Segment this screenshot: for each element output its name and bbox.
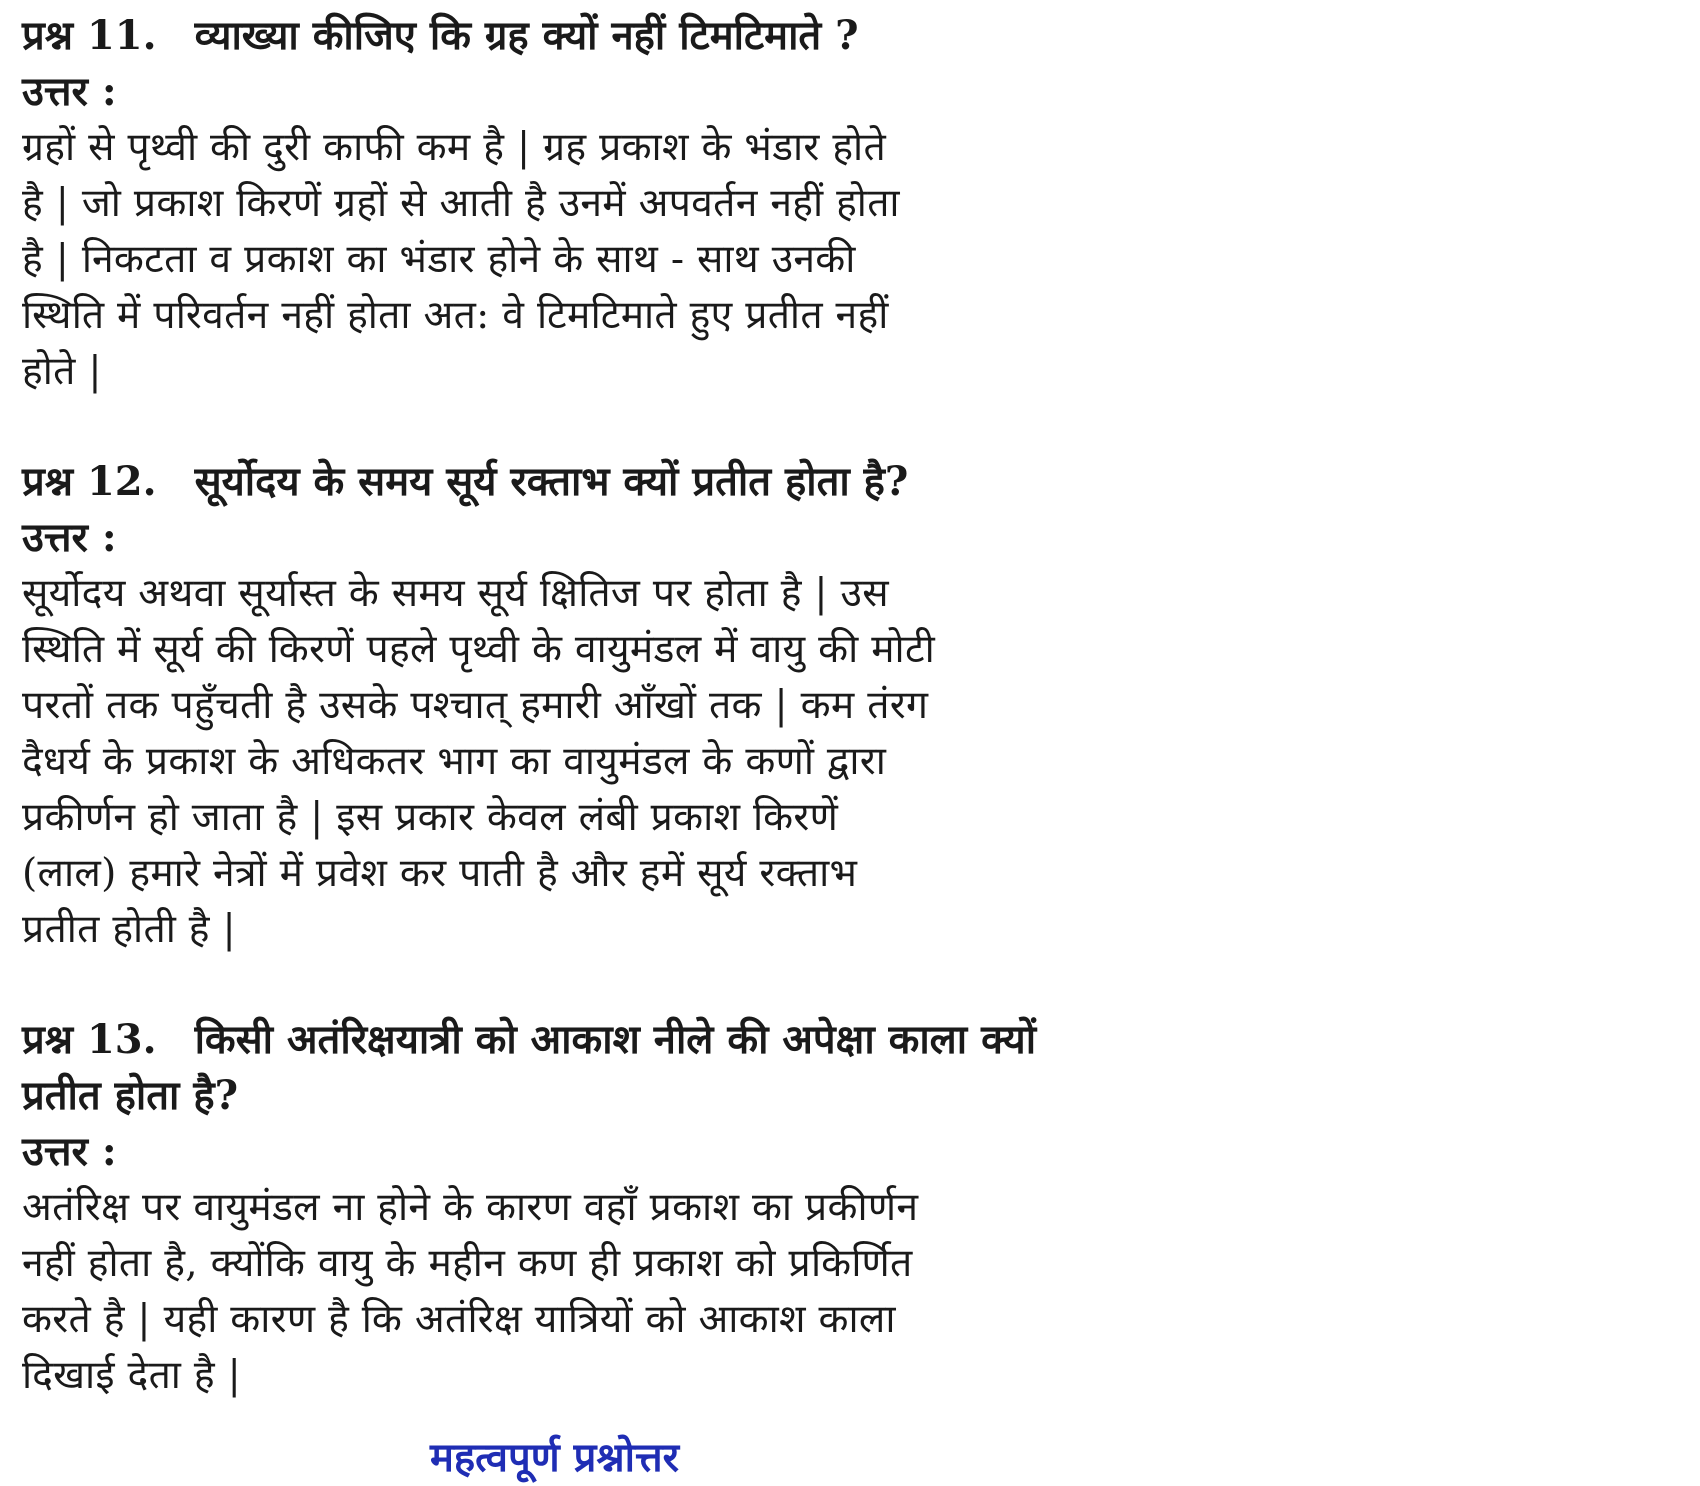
- question-heading: [22, 8, 1102, 64]
- answer-line: ग्रहों से पृथ्वी की दुरी काफी कम है | ग्रह प्रकाश के भंडार होते: [22, 125, 886, 170]
- question-heading: [22, 1012, 1102, 1124]
- question-number: प्रश्न 13.: [22, 1016, 157, 1063]
- answer-line: प्रतीत होती है |: [22, 907, 236, 952]
- answer-line: नहीं होता है, क्योंकि वायु के महीन कण ही प्रकाश को प्रकिर्णित: [22, 1241, 913, 1286]
- answer-label: उत्तर :: [22, 1128, 117, 1175]
- answer-line: स्थिति में परिवर्तन नहीं होता अत: वे टिमटिमाते हुए प्रतीत नहीं: [22, 293, 889, 338]
- answer-line: परतों तक पहुँचती है उसके पश्चात् हमारी आँखों तक | कम तंरग: [22, 683, 929, 728]
- qa-item-12: [22, 454, 1662, 958]
- answer-line: अतंरिक्ष पर वायुमंडल ना होने के कारण वहाँ प्रकाश का प्रकीर्णन: [22, 1185, 919, 1230]
- question-heading: [22, 454, 1102, 510]
- question-text: किसी अतंरिक्षयात्री को आकाश नीले की अपेक्षा काला क्यों प्रतीत होता है?: [22, 1016, 1037, 1119]
- answer-text: [22, 120, 1162, 400]
- answer-line: सूर्योदय अथवा सूर्यास्त के समय सूर्य क्षितिज पर होता है | उस: [22, 571, 889, 616]
- answer-line: है | निकटता व प्रकाश का भंडार होने के साथ - साथ उनकी: [22, 237, 856, 282]
- answer-line: दिखाई देता है |: [22, 1353, 242, 1398]
- answer-line: (लाल) हमारे नेत्रों में प्रवेश कर पाती है और हमें सूर्य रक्ताभ: [22, 851, 858, 896]
- answer-text: [22, 1180, 1162, 1404]
- qa-item-11: [22, 8, 1662, 400]
- section-heading-important-qa: महत्वपूर्ण प्रश्नोत्तर: [430, 1434, 679, 1481]
- answer-line: दैधर्य के प्रकाश के अधिकतर भाग का वायुमंडल के कणों द्वारा: [22, 739, 887, 784]
- question-number: प्रश्न 11.: [22, 12, 157, 59]
- qa-content: [22, 8, 1662, 1458]
- question-text: व्याख्या कीजिए कि ग्रह क्यों नहीं टिमटिमाते ?: [194, 12, 859, 59]
- answer-label: उत्तर :: [22, 68, 117, 115]
- answer-line: करते है | यही कारण है कि अतंरिक्ष यात्रियों को आकाश काला: [22, 1297, 896, 1342]
- question-number: प्रश्न 12.: [22, 458, 157, 505]
- answer-label: उत्तर :: [22, 514, 117, 561]
- question-text: सूर्योदय के समय सूर्य रक्ताभ क्यों प्रतीत होता है?: [194, 458, 909, 505]
- answer-line: है | जो प्रकाश किरणें ग्रहों से आती है उनमें अपवर्तन नहीं होता: [22, 181, 900, 226]
- answer-text: [22, 566, 1162, 958]
- answer-line: प्रकीर्णन हो जाता है | इस प्रकार केवल लंबी प्रकाश किरणें: [22, 795, 839, 840]
- answer-line: होते |: [22, 349, 102, 394]
- qa-item-13: [22, 1012, 1662, 1404]
- answer-line: स्थिति में सूर्य की किरणें पहले पृथ्वी के वायुमंडल में वायु की मोटी: [22, 627, 936, 672]
